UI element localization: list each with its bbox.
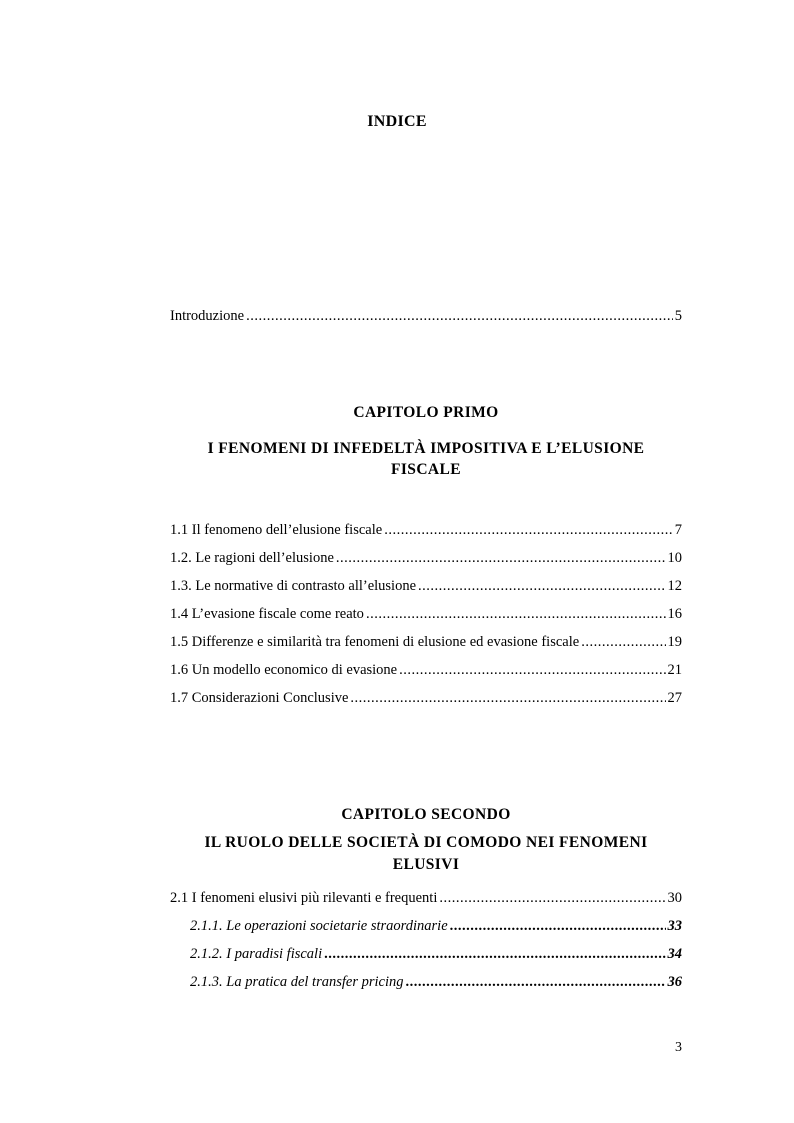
toc-entry-2-1-1 bbox=[190, 916, 682, 936]
toc-entry-page: 33 bbox=[667, 918, 682, 934]
toc-entry-1-4 bbox=[170, 604, 682, 624]
toc-leader-dots bbox=[418, 576, 665, 596]
toc-entry-1-1 bbox=[170, 520, 682, 540]
chapter-1-title-line-2: FISCALE bbox=[391, 461, 461, 478]
toc-leader-dots bbox=[399, 660, 665, 680]
toc-leader-dots bbox=[439, 888, 665, 908]
toc-entry-introduction bbox=[170, 306, 682, 326]
toc-entry-label: 1.5 Differenze e similarità tra fenomeni di elusione ed evasione fiscale bbox=[170, 634, 580, 650]
toc-entry-page: 30 bbox=[667, 890, 682, 906]
toc-leader-dots bbox=[350, 688, 665, 708]
toc-leader-dots bbox=[405, 972, 665, 992]
index-title: INDICE bbox=[367, 113, 427, 130]
toc-entry-page: 5 bbox=[674, 308, 682, 324]
toc-entry-label: 2.1.1. Le operazioni societarie straordinarie bbox=[190, 918, 448, 934]
toc-leader-dots bbox=[324, 944, 665, 964]
toc-entry-page: 12 bbox=[667, 578, 682, 594]
toc-entry-page: 16 bbox=[667, 606, 682, 622]
toc-entry-page: 36 bbox=[667, 974, 682, 990]
toc-leader-dots bbox=[384, 520, 673, 540]
toc-entry-page: 10 bbox=[667, 550, 682, 566]
toc-entry-2-1-2 bbox=[190, 944, 682, 964]
chapter-1-heading: CAPITOLO PRIMO bbox=[353, 404, 499, 421]
toc-entry-1-3 bbox=[170, 576, 682, 596]
chapter-2-heading: CAPITOLO SECONDO bbox=[341, 806, 511, 823]
toc-entry-page: 7 bbox=[674, 522, 682, 538]
toc-entry-label: 1.3. Le normative di contrasto all’elusione bbox=[170, 578, 417, 594]
toc-entry-label: 2.1.2. I paradisi fiscali bbox=[190, 946, 323, 962]
toc-entry-2-1 bbox=[170, 888, 682, 908]
toc-leader-dots bbox=[336, 548, 666, 568]
toc-entry-page: 21 bbox=[667, 662, 682, 678]
toc-leader-dots bbox=[581, 632, 665, 652]
toc-entry-page: 27 bbox=[667, 690, 682, 706]
toc-entry-label: Introduzione bbox=[170, 308, 245, 324]
page-number: 3 bbox=[675, 1040, 682, 1055]
toc-entry-1-7 bbox=[170, 688, 682, 708]
toc-entry-2-1-3 bbox=[190, 972, 682, 992]
toc-entry-page: 34 bbox=[667, 946, 682, 962]
toc-entry-label: 1.1 Il fenomeno dell’elusione fiscale bbox=[170, 522, 383, 538]
toc-entry-1-5 bbox=[170, 632, 682, 652]
toc-entry-label: 1.2. Le ragioni dell’elusione bbox=[170, 550, 334, 566]
toc-leader-dots bbox=[450, 916, 666, 936]
toc-leader-dots bbox=[246, 306, 673, 326]
toc-entry-label: 1.4 L’evasione fiscale come reato bbox=[170, 606, 364, 622]
toc-entry-label: 1.7 Considerazioni Conclusive bbox=[170, 690, 349, 706]
toc-entry-label: 2.1.3. La pratica del transfer pricing bbox=[190, 974, 404, 990]
toc-entry-1-2 bbox=[170, 548, 682, 568]
chapter-2-title: IL RUOLO DELLE SOCIETÀ DI COMODO NEI FENOMENI ELUSIVI bbox=[204, 834, 648, 873]
toc-entry-label: 2.1 I fenomeni elusivi più rilevanti e frequenti bbox=[170, 890, 438, 906]
toc-entry-label: 1.6 Un modello economico di evasione bbox=[170, 662, 398, 678]
chapter-1-title-line-1: I FENOMENI DI INFEDELTÀ IMPOSITIVA E L’ELUSIONE bbox=[207, 440, 645, 457]
toc-leader-dots bbox=[366, 604, 666, 624]
toc-entry-1-6 bbox=[170, 660, 682, 680]
toc-entry-page: 19 bbox=[667, 634, 682, 650]
